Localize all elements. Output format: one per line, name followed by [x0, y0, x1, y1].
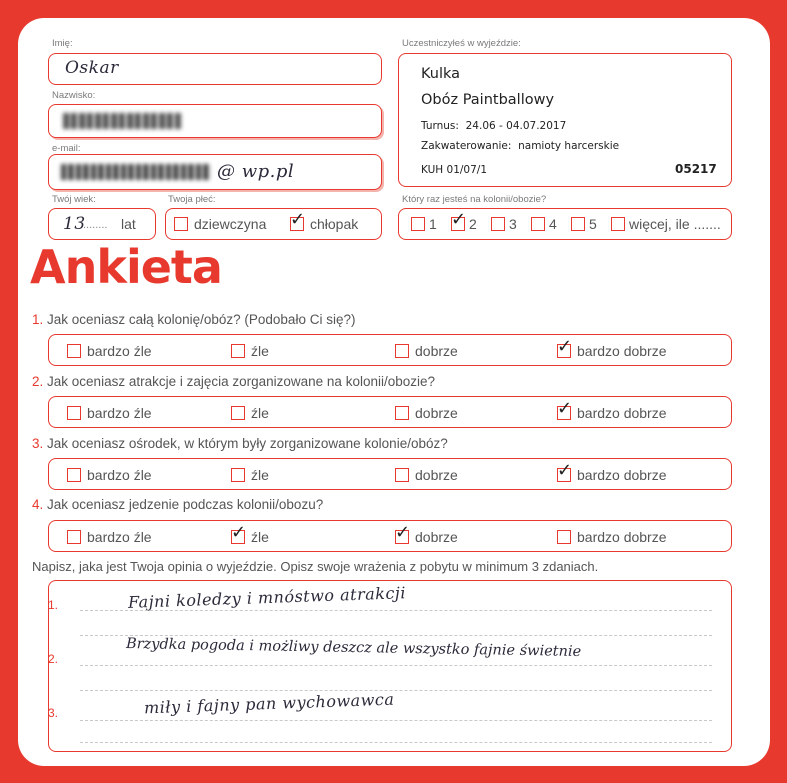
- q4-checkbox-very-good[interactable]: [557, 530, 571, 544]
- trip-code: KUH 01/07/1: [421, 164, 487, 176]
- trip-number: 05217: [675, 162, 717, 176]
- gender-checkbox-male[interactable]: [290, 209, 306, 231]
- age-value: 13: [63, 214, 86, 234]
- times-option-5[interactable]: 5: [571, 215, 597, 232]
- times-checkbox-2[interactable]: [451, 209, 467, 231]
- q3-option-very-bad[interactable]: bardzo źle: [67, 466, 152, 483]
- q3-option-bad[interactable]: źle: [231, 466, 269, 483]
- opinion-prompt: Napisz, jaka jest Twoja opinia o wyjeździe. Opisz swoje wrażenia z pobytu w minimum 3 zdaniach.: [32, 559, 599, 574]
- gender-option-female[interactable]: dziewczyna: [174, 215, 266, 232]
- opinion-line: [80, 635, 712, 636]
- gender-field: [165, 208, 382, 240]
- q2-checkbox-bad[interactable]: [231, 406, 245, 420]
- q4-checkbox-bad[interactable]: [231, 522, 247, 544]
- opinion-text-1: Fajni koledzy i mnóstwo atrakcji: [127, 583, 407, 612]
- answer-row-1: [48, 334, 732, 366]
- opinion-line: [80, 665, 712, 666]
- q3-option-very-good[interactable]: ✓ bardzo dobrze: [557, 460, 667, 484]
- q1-checkbox-very-bad[interactable]: [67, 344, 81, 358]
- times-option-2[interactable]: ✓ 2: [451, 209, 477, 233]
- trip-line1: Kulka: [421, 66, 461, 82]
- check-mark-icon: ✓: [451, 209, 467, 231]
- times-checkbox-more[interactable]: [611, 217, 625, 231]
- check-mark-icon: ✓: [557, 336, 573, 358]
- q1-checkbox-good[interactable]: [395, 344, 409, 358]
- question-2: 2. Jak oceniasz atrakcje i zajęcia zorganizowane na kolonii/obozie?: [32, 374, 436, 389]
- name-label: Imię:: [52, 38, 73, 49]
- q4-option-very-good[interactable]: bardzo dobrze: [557, 528, 667, 545]
- trip-turnus: Turnus: 24.06 - 04.07.2017: [421, 120, 567, 132]
- q3-option-good[interactable]: dobrze: [395, 466, 458, 483]
- trip-box: [398, 53, 732, 187]
- q2-checkbox-very-good[interactable]: [557, 398, 573, 420]
- question-3: 3. Jak oceniasz ośrodek, w którym były zorganizowane kolonie/obóz?: [32, 436, 448, 451]
- answer-row-4: [48, 520, 732, 552]
- name-field[interactable]: [48, 53, 382, 85]
- opinion-line: [80, 690, 712, 691]
- q4-checkbox-good[interactable]: [395, 522, 411, 544]
- opinion-line: [80, 720, 712, 721]
- q2-option-very-good[interactable]: ✓ bardzo dobrze: [557, 398, 667, 422]
- q3-checkbox-very-bad[interactable]: [67, 468, 81, 482]
- email-domain: @ wp.pl: [217, 161, 295, 182]
- q2-option-bad[interactable]: źle: [231, 404, 269, 421]
- age-dots: ........: [83, 219, 108, 231]
- question-4: 4. Jak oceniasz jedzenie podczas kolonii/obozu?: [32, 497, 324, 512]
- times-option-more[interactable]: więcej, ile .......: [611, 215, 721, 232]
- opinion-row-number-2: 2.: [48, 652, 59, 666]
- survey-title: Ankieta: [30, 240, 222, 294]
- q4-option-good[interactable]: ✓ dobrze: [395, 522, 458, 546]
- check-mark-icon: ✓: [395, 522, 411, 544]
- check-mark-icon: ✓: [557, 460, 573, 482]
- opinion-line: [80, 610, 712, 611]
- q1-option-bad[interactable]: źle: [231, 342, 269, 359]
- question-1: 1. Jak oceniasz całą kolonię/obóz? (Podobało Ci się?): [32, 312, 356, 327]
- check-mark-icon: ✓: [557, 398, 573, 420]
- gender-option-male[interactable]: ✓ chłopak: [290, 209, 359, 233]
- email-label: e-mail:: [52, 143, 81, 154]
- surname-redacted: [63, 113, 181, 129]
- age-unit: lat: [121, 216, 136, 232]
- q2-option-very-bad[interactable]: bardzo źle: [67, 404, 152, 421]
- times-checkbox-3[interactable]: [491, 217, 505, 231]
- trip-label: Uczestniczyłeś w wyjeździe:: [402, 38, 521, 49]
- q3-checkbox-good[interactable]: [395, 468, 409, 482]
- opinion-text-3: miły i fajny pan wychowawca: [143, 689, 395, 718]
- times-option-4[interactable]: 4: [531, 215, 557, 232]
- q4-option-very-bad[interactable]: bardzo źle: [67, 528, 152, 545]
- times-field: [398, 208, 732, 240]
- q3-checkbox-very-good[interactable]: [557, 460, 573, 482]
- age-label: Twój wiek:: [52, 194, 96, 205]
- times-checkbox-5[interactable]: [571, 217, 585, 231]
- opinion-line: [80, 742, 712, 743]
- q2-checkbox-very-bad[interactable]: [67, 406, 81, 420]
- opinion-row-number-1: 1.: [48, 598, 59, 612]
- gender-label: Twoja płeć:: [168, 194, 216, 205]
- age-field[interactable]: [48, 208, 156, 240]
- surname-label: Nazwisko:: [52, 90, 96, 101]
- trip-line2: Obóz Paintballowy: [421, 92, 555, 108]
- check-mark-icon: ✓: [231, 522, 247, 544]
- q2-checkbox-good[interactable]: [395, 406, 409, 420]
- gender-checkbox-female[interactable]: [174, 217, 188, 231]
- q1-option-good[interactable]: dobrze: [395, 342, 458, 359]
- email-field[interactable]: [48, 154, 382, 190]
- q1-option-very-good[interactable]: ✓ bardzo dobrze: [557, 336, 667, 360]
- trip-housing: Zakwaterowanie: namioty harcerskie: [421, 140, 620, 152]
- check-mark-icon: ✓: [290, 209, 306, 231]
- times-option-1[interactable]: 1: [411, 215, 437, 232]
- q2-option-good[interactable]: dobrze: [395, 404, 458, 421]
- times-label: Który raz jesteś na kolonii/obozie?: [402, 194, 547, 205]
- email-redacted: [61, 164, 211, 180]
- opinion-row-number-3: 3.: [48, 706, 59, 720]
- answer-row-2: [48, 396, 732, 428]
- surname-field[interactable]: [48, 104, 382, 138]
- times-checkbox-1[interactable]: [411, 217, 425, 231]
- q4-checkbox-very-bad[interactable]: [67, 530, 81, 544]
- q1-checkbox-very-good[interactable]: [557, 336, 573, 358]
- q3-checkbox-bad[interactable]: [231, 468, 245, 482]
- q4-option-bad[interactable]: ✓ źle: [231, 522, 269, 546]
- times-option-3[interactable]: 3: [491, 215, 517, 232]
- times-checkbox-4[interactable]: [531, 217, 545, 231]
- q1-option-very-bad[interactable]: bardzo źle: [67, 342, 152, 359]
- name-value: Oskar: [65, 58, 119, 78]
- opinion-text-2: Brzydka pogoda i możliwy deszcz ale wszystko fajnie świetnie: [125, 636, 582, 660]
- answer-row-3: [48, 458, 732, 490]
- q1-checkbox-bad[interactable]: [231, 344, 245, 358]
